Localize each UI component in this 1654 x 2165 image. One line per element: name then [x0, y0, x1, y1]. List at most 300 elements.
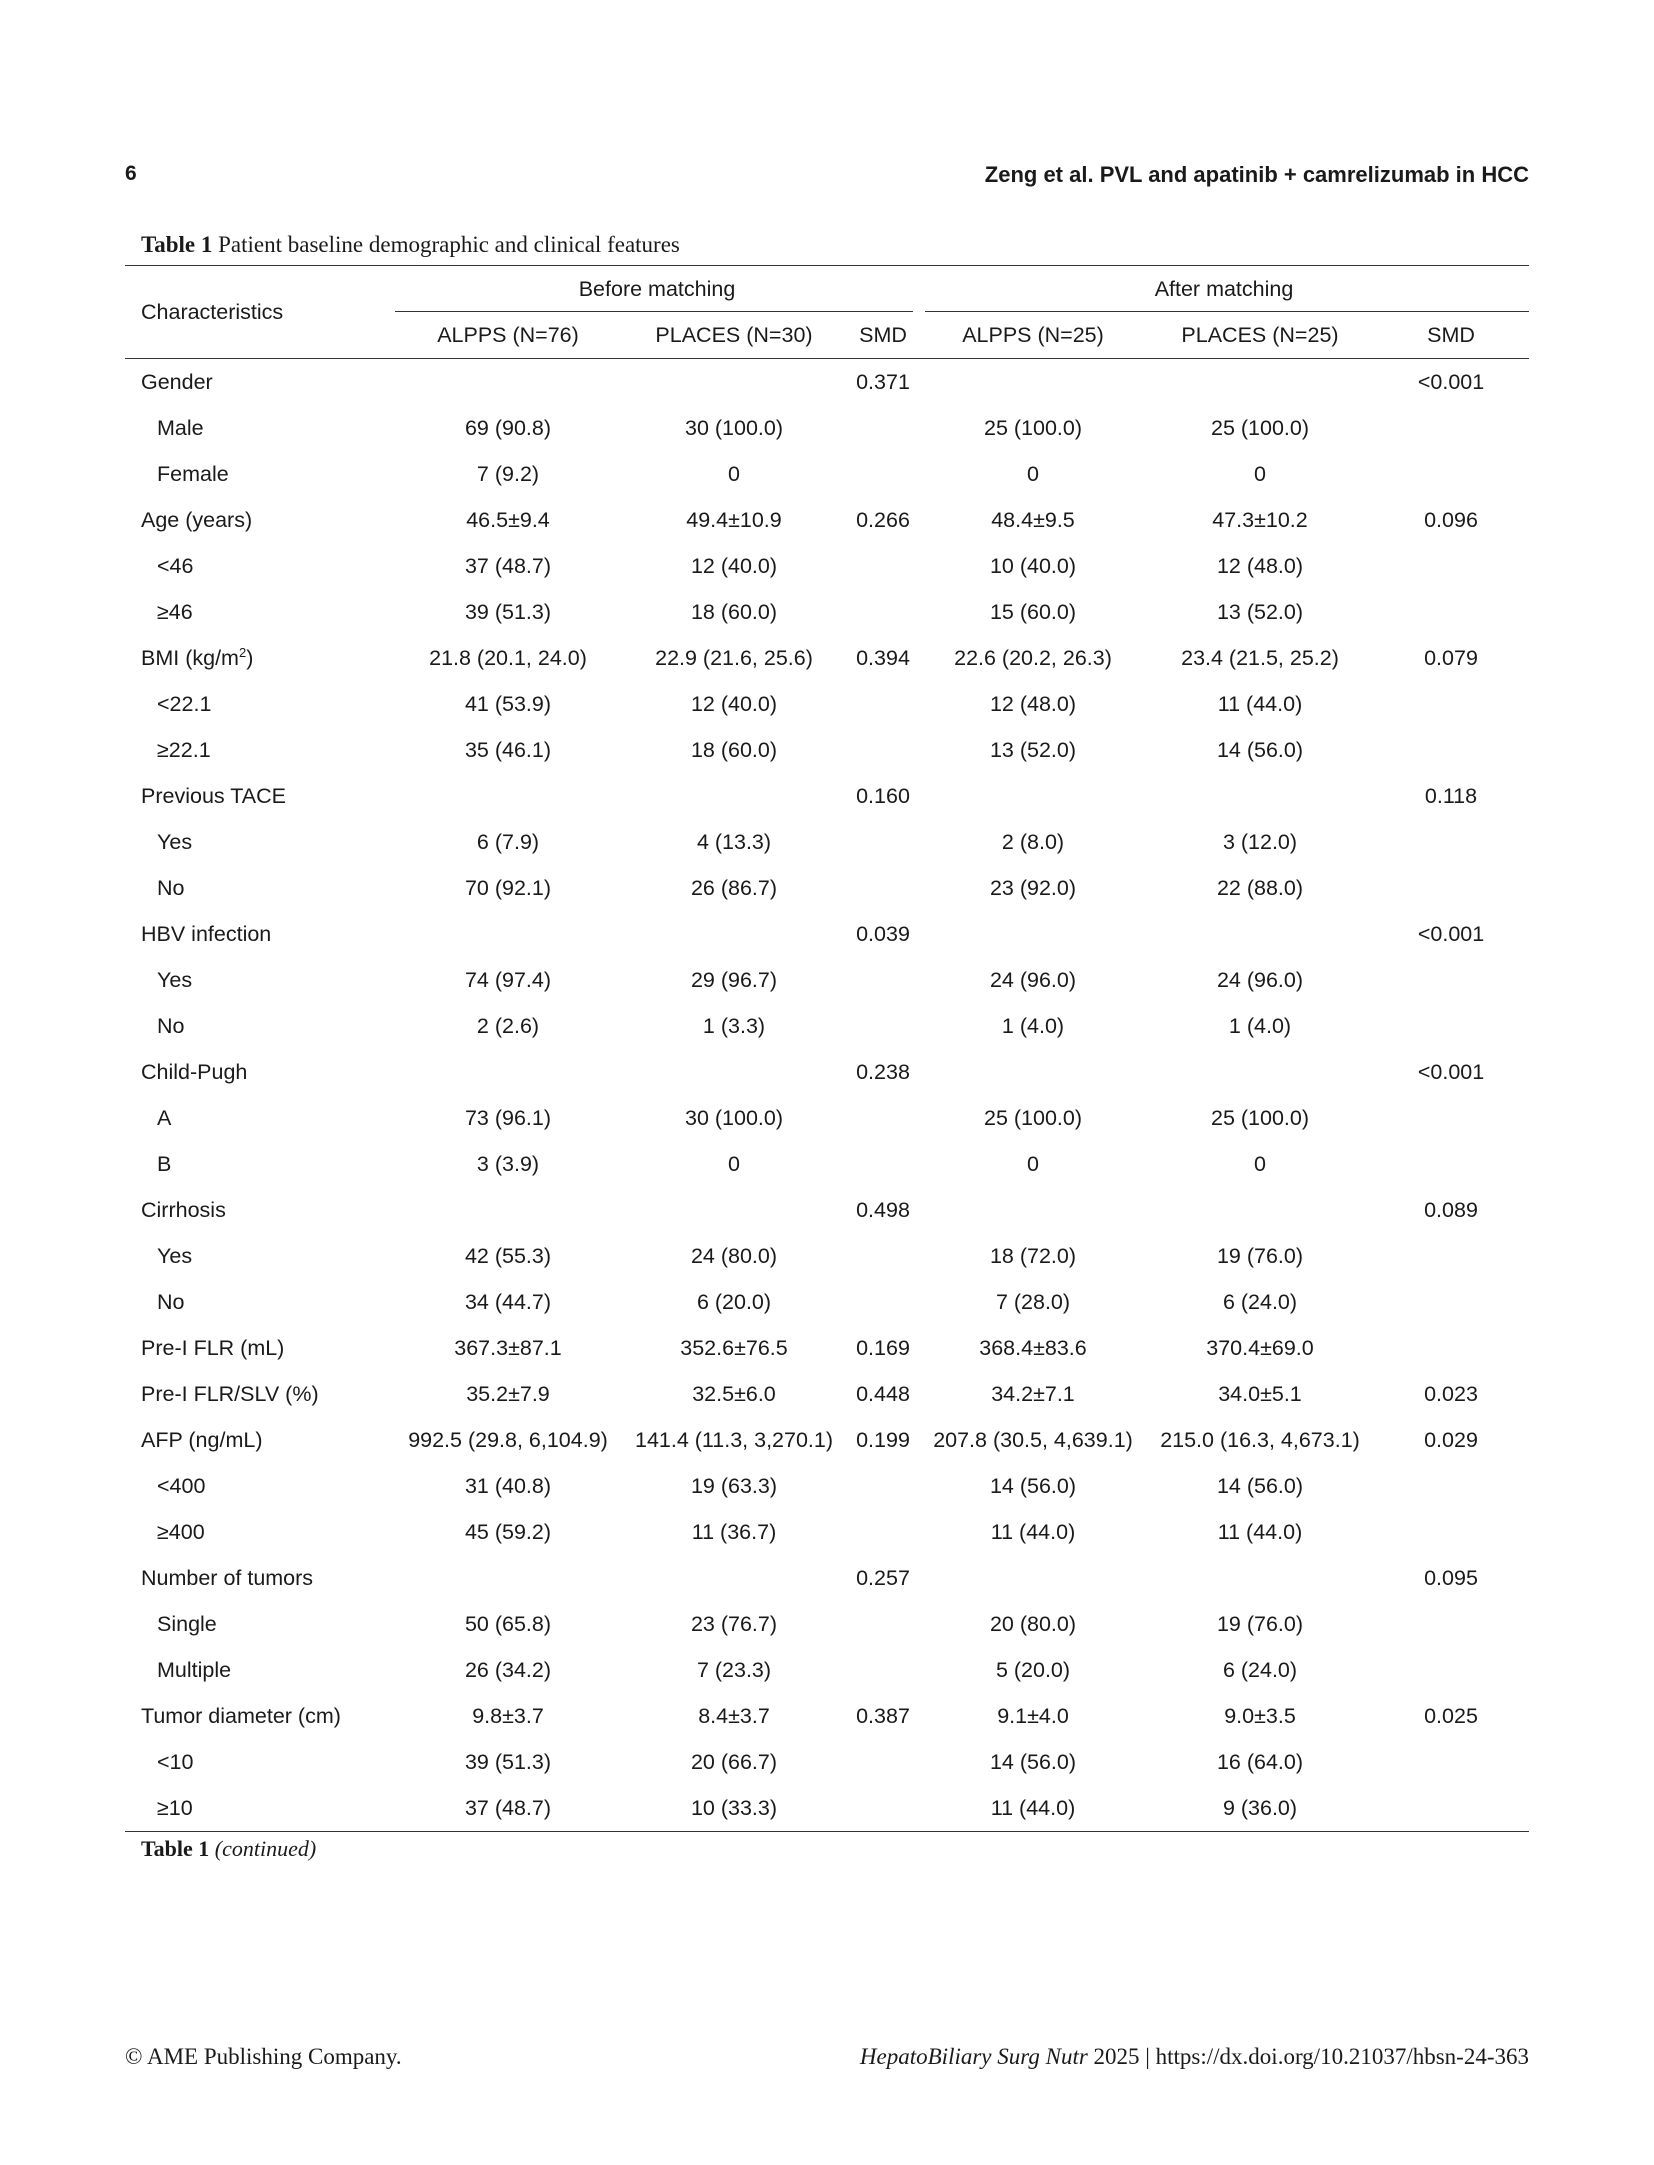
header-col: ALPPS (N=25) [962, 322, 1104, 347]
table-cell [395, 1555, 621, 1601]
table-row [125, 543, 1529, 589]
table-row [125, 1509, 1529, 1555]
table-cell: 992.5 (29.8, 6,104.9) [408, 1427, 608, 1452]
table-cell [1373, 1095, 1529, 1141]
table-cell: 74 (97.4) [464, 967, 552, 992]
table-cell: 18 (72.0) [989, 1243, 1077, 1268]
table-cell: 368.4±83.6 [979, 1335, 1087, 1360]
page-number: 6 [125, 162, 137, 185]
continued-text: (continued) [214, 1836, 317, 1861]
table-row [125, 727, 1529, 773]
header-after-matching: After matching [919, 266, 1529, 313]
row-label [125, 819, 395, 865]
table-cell: 0.371 [856, 369, 910, 394]
row-label-text: No [157, 875, 185, 900]
table-cell: 1 (3.3) [702, 1013, 766, 1038]
running-title: Zeng et al. PVL and apatinib + camrelizumab in HCC [984, 162, 1529, 187]
table-cell [1147, 1555, 1373, 1601]
table-cell: 14 (56.0) [1216, 737, 1304, 762]
table-cell [621, 1049, 847, 1095]
table-cell: 37 (48.7) [464, 553, 552, 578]
table-cell [1373, 1601, 1529, 1647]
row-label-text: No [157, 1013, 185, 1038]
table-cell [1373, 1739, 1529, 1785]
table-cell: 19 (63.3) [690, 1473, 778, 1498]
row-label [125, 589, 395, 635]
table-row [125, 1187, 1529, 1233]
row-label-text: Cirrhosis [141, 1197, 226, 1222]
table-cell [1373, 1463, 1529, 1509]
table-cell [847, 819, 919, 865]
table-cell: 30 (100.0) [684, 1105, 783, 1130]
table-cell: 13 (52.0) [989, 737, 1077, 762]
row-label [125, 1095, 395, 1141]
table-cell: 47.3±10.2 [1212, 507, 1308, 532]
table-cell [1147, 773, 1373, 819]
row-label [125, 1003, 395, 1049]
table-cell [1373, 405, 1529, 451]
table-cell: 73 (96.1) [464, 1105, 552, 1130]
table-cell: 26 (86.7) [690, 875, 778, 900]
table-cell: 5 (20.0) [995, 1657, 1071, 1682]
table-cell: 6 (20.0) [696, 1289, 772, 1314]
table-cell: 42 (55.3) [464, 1243, 552, 1268]
table-cell [395, 911, 621, 957]
row-label-tail: ) [246, 645, 254, 670]
table-cell [847, 1463, 919, 1509]
table-cell [1373, 451, 1529, 497]
row-label-text: <46 [157, 553, 194, 578]
table-cell [847, 1785, 919, 1832]
row-label [125, 1417, 395, 1463]
table-cell [919, 911, 1147, 957]
table-row [125, 911, 1529, 957]
table-cell: 0.266 [856, 507, 910, 532]
table-cell [395, 1049, 621, 1095]
table-cell [847, 1509, 919, 1555]
table-cell: 69 (90.8) [464, 415, 552, 440]
table-cell: 13 (52.0) [1216, 599, 1304, 624]
table-cell [1373, 957, 1529, 1003]
row-label-text: ≥400 [157, 1519, 205, 1544]
table-row [125, 819, 1529, 865]
table-cell [1373, 1647, 1529, 1693]
table-cell: 11 (44.0) [919, 1785, 1147, 1832]
row-label-superscript: 2 [238, 644, 247, 660]
table-row [125, 1647, 1529, 1693]
table-cell [621, 773, 847, 819]
table-cell [847, 589, 919, 635]
row-label [125, 1509, 395, 1555]
table-row [125, 1049, 1529, 1095]
table-cell: 34.2±7.1 [991, 1381, 1075, 1406]
table-cell: 0.199 [856, 1427, 910, 1452]
row-label [125, 1693, 395, 1739]
table-row [125, 451, 1529, 497]
table-cell: 9 (36.0) [1147, 1785, 1373, 1832]
table-row [125, 589, 1529, 635]
table-cell [847, 957, 919, 1003]
table-cell: 26 (34.2) [464, 1657, 552, 1682]
header-col: SMD [859, 322, 907, 347]
table-cell [1373, 543, 1529, 589]
table-cell: 14 (56.0) [1216, 1473, 1304, 1498]
row-label-text: Single [157, 1611, 217, 1636]
table-cell [847, 451, 919, 497]
table-cell: 352.6±76.5 [680, 1335, 788, 1360]
table-cell: 50 (65.8) [464, 1611, 552, 1636]
table-cell: 215.0 (16.3, 4,673.1) [1160, 1427, 1360, 1452]
table-caption-label: Table 1 [141, 232, 213, 257]
row-label-text: AFP (ng/mL) [141, 1427, 263, 1452]
table-cell [1373, 1003, 1529, 1049]
table-cell: 0.039 [856, 921, 910, 946]
row-label-text: Age (years) [141, 507, 253, 532]
row-label [125, 635, 395, 681]
table-cell: 0.448 [856, 1381, 910, 1406]
row-label [125, 773, 395, 819]
table-row [125, 1601, 1529, 1647]
row-label-text: ≥10 [157, 1795, 193, 1820]
row-label-text: Gender [141, 369, 213, 394]
row-label-text: <10 [157, 1749, 194, 1774]
table-cell: 31 (40.8) [464, 1473, 552, 1498]
row-label [125, 727, 395, 773]
row-label [125, 1785, 395, 1832]
table-cell [919, 359, 1147, 406]
table-cell: 24 (96.0) [1216, 967, 1304, 992]
table-cell: 0.387 [856, 1703, 910, 1728]
row-label-text: Number of tumors [141, 1565, 314, 1590]
table-row [125, 1095, 1529, 1141]
row-label [125, 1279, 395, 1325]
table-cell: 11 (36.7) [691, 1519, 777, 1544]
table-cell: 207.8 (30.5, 4,639.1) [933, 1427, 1133, 1452]
header-col: SMD [1427, 322, 1475, 347]
table-row [125, 497, 1529, 543]
table-row [125, 1233, 1529, 1279]
table-cell: 34 (44.7) [464, 1289, 552, 1314]
table-cell: 25 (100.0) [983, 1105, 1082, 1130]
table-row [125, 1371, 1529, 1417]
table-cell: 30 (100.0) [684, 415, 783, 440]
row-label-text: Pre-I FLR (mL) [141, 1335, 285, 1360]
table-cell [919, 1555, 1147, 1601]
table-cell [919, 773, 1147, 819]
table-row [125, 635, 1529, 681]
row-label-text: Yes [157, 967, 193, 992]
table-cell [621, 359, 847, 406]
table-cell: 23 (76.7) [690, 1611, 778, 1636]
table-cell: 0.498 [856, 1197, 910, 1222]
row-label [125, 359, 395, 406]
table-cell: 29 (96.7) [690, 967, 778, 992]
table-cell: 7 (28.0) [995, 1289, 1071, 1314]
table-body [125, 359, 1529, 1832]
table-cell [919, 1187, 1147, 1233]
row-label-text: <22.1 [157, 691, 212, 716]
table-cell [847, 1647, 919, 1693]
table-cell [847, 1739, 919, 1785]
table-cell [847, 1141, 919, 1187]
table-cell [395, 1187, 621, 1233]
table-cell: 49.4±10.9 [686, 507, 782, 532]
table-cell [1147, 911, 1373, 957]
row-label-text: Male [157, 415, 204, 440]
table-cell: 11 (44.0) [1217, 1519, 1303, 1544]
table-cell: 367.3±87.1 [454, 1335, 562, 1360]
row-label [125, 1049, 395, 1095]
continued-label: Table 1 [141, 1836, 210, 1861]
baseline-table [125, 265, 1529, 1832]
table-row [125, 1417, 1529, 1463]
row-label-text: ≥22.1 [157, 737, 211, 762]
row-label-text: Child-Pugh [141, 1059, 248, 1084]
table-cell: 141.4 (11.3, 3,270.1) [634, 1427, 834, 1452]
row-label [125, 497, 395, 543]
table-caption [141, 232, 680, 258]
table-cell: 15 (60.0) [989, 599, 1077, 624]
table-cell: 8.4±3.7 [698, 1703, 770, 1728]
table-row [125, 359, 1529, 406]
copyright: © AME Publishing Company. [125, 2044, 402, 2069]
table-cell: 37 (48.7) [395, 1785, 621, 1832]
table-continued-note [141, 1836, 316, 1862]
table-cell: 35 (46.1) [464, 737, 552, 762]
row-label-text: No [157, 1289, 185, 1314]
table-cell: 48.4±9.5 [991, 507, 1075, 532]
table-cell [847, 1601, 919, 1647]
table-cell: 14 (56.0) [989, 1473, 1077, 1498]
table-row [125, 1463, 1529, 1509]
table-cell [1373, 727, 1529, 773]
table-cell: 2 (2.6) [476, 1013, 540, 1038]
table-cell: 6 (24.0) [1222, 1657, 1298, 1682]
row-label-text: Yes [157, 1243, 193, 1268]
table-cell [1373, 1325, 1529, 1371]
table-cell [847, 405, 919, 451]
table-cell: 20 (66.7) [690, 1749, 778, 1774]
table-cell [1147, 1187, 1373, 1233]
row-label-text: B [157, 1151, 172, 1176]
table-cell: 24 (96.0) [989, 967, 1077, 992]
table-cell: <0.001 [1417, 1059, 1485, 1084]
table-cell: 21.8 (20.1, 24.0) [429, 645, 587, 670]
table-cell [1373, 589, 1529, 635]
table-cell: 25 (100.0) [1210, 415, 1309, 440]
row-label [125, 1325, 395, 1371]
row-label [125, 957, 395, 1003]
row-label [125, 911, 395, 957]
table-cell: 16 (64.0) [1216, 1749, 1304, 1774]
header-characteristics: Characteristics [141, 299, 284, 324]
table-cell [1373, 1233, 1529, 1279]
table-cell: 12 (48.0) [1216, 553, 1304, 578]
table-cell: 0.257 [856, 1565, 910, 1590]
table-cell: 0.095 [1424, 1565, 1478, 1590]
header-col: PLACES (N=25) [1181, 322, 1339, 347]
table-cell: 23 (92.0) [989, 875, 1077, 900]
table-cell: 9.1±4.0 [997, 1703, 1069, 1728]
table-row [125, 865, 1529, 911]
table-cell [621, 1187, 847, 1233]
row-label [125, 405, 395, 451]
table-cell: 0.238 [856, 1059, 910, 1084]
table-cell [621, 1555, 847, 1601]
table-cell: 0.160 [856, 783, 910, 808]
table-cell [1373, 1279, 1529, 1325]
table-cell [395, 359, 621, 406]
table-cell: 3 (12.0) [1222, 829, 1298, 854]
table-cell: 0.169 [856, 1335, 910, 1360]
table-cell: <0.001 [1417, 921, 1485, 946]
table-cell [1373, 1785, 1529, 1832]
table-cell: 1 (4.0) [1001, 1013, 1065, 1038]
table-row [125, 1693, 1529, 1739]
row-label-text: HBV infection [141, 921, 272, 946]
table-cell [919, 1049, 1147, 1095]
table-cell: 46.5±9.4 [466, 507, 550, 532]
row-label-text: Yes [157, 829, 193, 854]
table-cell: 0.118 [1424, 783, 1478, 808]
table-cell: 22.6 (20.2, 26.3) [954, 645, 1112, 670]
table-cell: 9.8±3.7 [472, 1703, 544, 1728]
table-cell [847, 1003, 919, 1049]
table-cell [1373, 819, 1529, 865]
table-cell: 0.394 [856, 645, 910, 670]
table-cell [847, 681, 919, 727]
row-label [125, 1463, 395, 1509]
table-cell: 12 (40.0) [690, 553, 778, 578]
table-cell: 39 (51.3) [464, 599, 552, 624]
table-cell: 0.029 [1424, 1427, 1478, 1452]
row-label [125, 1371, 395, 1417]
table-cell: <0.001 [1417, 369, 1485, 394]
row-label [125, 865, 395, 911]
table-row [125, 1739, 1529, 1785]
table-cell: 34.0±5.1 [1218, 1381, 1302, 1406]
table-row [125, 405, 1529, 451]
table-cell: 11 (44.0) [1217, 691, 1303, 716]
table-row [125, 1325, 1529, 1371]
table-row [125, 681, 1529, 727]
table-cell: 25 (100.0) [983, 415, 1082, 440]
table-row [125, 773, 1529, 819]
table-row [125, 1785, 1529, 1832]
table-cell: 0 [1027, 461, 1039, 486]
table-cell: 0.096 [1424, 507, 1478, 532]
table-cell: 70 (92.1) [464, 875, 552, 900]
table-cell: 0.079 [1424, 645, 1478, 670]
table-cell: 22 (88.0) [1216, 875, 1304, 900]
table-cell: 2 (8.0) [1001, 829, 1065, 854]
table-cell [1147, 359, 1373, 406]
table-cell [1147, 1049, 1373, 1095]
table-cell: 0.025 [1424, 1703, 1478, 1728]
table-cell: 45 (59.2) [464, 1519, 552, 1544]
row-label [125, 1141, 395, 1187]
table-cell: 25 (100.0) [1210, 1105, 1309, 1130]
row-label [125, 1187, 395, 1233]
table-cell: 39 (51.3) [464, 1749, 552, 1774]
table-cell: 0.089 [1424, 1197, 1478, 1222]
row-label-text: <400 [157, 1473, 206, 1498]
table-cell: 22.9 (21.6, 25.6) [655, 645, 813, 670]
table-caption-text: Patient baseline demographic and clinical features [212, 232, 680, 257]
table-cell: 0 [728, 1151, 740, 1176]
header-col: PLACES (N=30) [655, 322, 813, 347]
table-cell: 370.4±69.0 [1206, 1335, 1314, 1360]
table-cell: 41 (53.9) [464, 691, 552, 716]
table-cell: 7 (9.2) [476, 461, 540, 486]
table-cell [621, 911, 847, 957]
row-label [125, 1739, 395, 1785]
table-row [125, 1003, 1529, 1049]
table-row [125, 1141, 1529, 1187]
table-container [125, 265, 1529, 1832]
table-cell: 23.4 (21.5, 25.2) [1181, 645, 1339, 670]
header-col: ALPPS (N=76) [437, 322, 579, 347]
table-cell [1373, 681, 1529, 727]
table-cell: 3 (3.9) [476, 1151, 540, 1176]
row-label [125, 1647, 395, 1693]
row-label-text: Multiple [157, 1657, 232, 1682]
table-cell: 11 (44.0) [990, 1519, 1076, 1544]
table-cell [847, 543, 919, 589]
table-cell [847, 1279, 919, 1325]
table-cell [847, 1095, 919, 1141]
row-label-text: Female [157, 461, 229, 486]
table-cell: 0 [1254, 1151, 1266, 1176]
table-row [125, 1555, 1529, 1601]
table-cell: 4 (13.3) [696, 829, 772, 854]
table-cell: 14 (56.0) [989, 1749, 1077, 1774]
row-label-text: Pre-I FLR/SLV (%) [141, 1381, 319, 1406]
table-cell [395, 773, 621, 819]
table-cell: 32.5±6.0 [692, 1381, 776, 1406]
table-cell [1373, 1141, 1529, 1187]
journal-doi: 2025 | https://dx.doi.org/10.21037/hbsn-24-363 [1087, 2044, 1529, 2069]
table-cell: 12 (40.0) [690, 691, 778, 716]
table-cell [847, 865, 919, 911]
table-cell: 9.0±3.5 [1224, 1703, 1296, 1728]
table-cell: 6 (24.0) [1222, 1289, 1298, 1314]
table-cell: 7 (23.3) [696, 1657, 772, 1682]
table-cell: 12 (48.0) [989, 691, 1077, 716]
table-cell: 18 (60.0) [690, 737, 778, 762]
row-label-text: Previous TACE [141, 783, 286, 808]
row-label [125, 1555, 395, 1601]
row-label-text: A [157, 1105, 172, 1130]
table-cell [847, 1233, 919, 1279]
row-label-text: BMI (kg/m [141, 645, 239, 670]
table-cell: 0 [728, 461, 740, 486]
table-row [125, 1279, 1529, 1325]
table-cell: 35.2±7.9 [466, 1381, 550, 1406]
table-cell: 24 (80.0) [690, 1243, 778, 1268]
table-cell: 0 [1027, 1151, 1039, 1176]
row-label [125, 1233, 395, 1279]
table-cell: 0.023 [1424, 1381, 1478, 1406]
row-label-text: Tumor diameter (cm) [141, 1703, 341, 1728]
table-row [125, 957, 1529, 1003]
table-cell [1373, 1509, 1529, 1555]
table-cell: 0 [1254, 461, 1266, 486]
journal-reference [860, 2044, 1529, 2070]
table-cell: 6 (7.9) [476, 829, 540, 854]
table-cell [847, 727, 919, 773]
header-before-matching: Before matching [395, 266, 919, 313]
